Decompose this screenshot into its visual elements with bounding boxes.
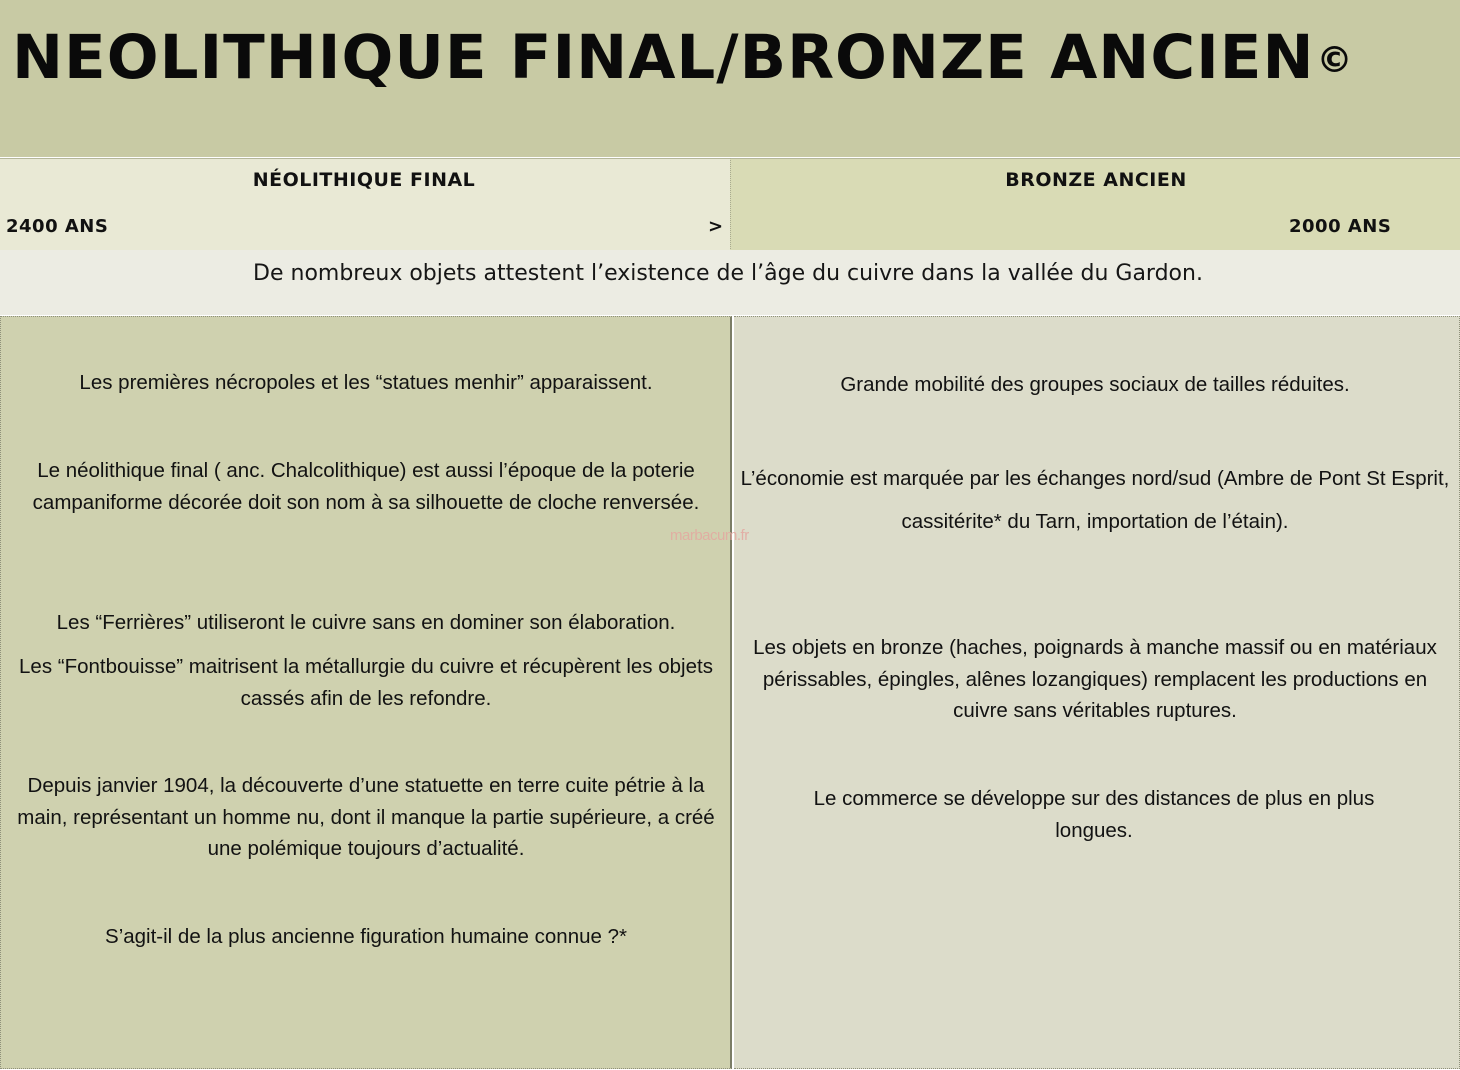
period-bronze-ancien — [730, 158, 1460, 251]
bronze-column — [734, 316, 1460, 1069]
end-date: 2000 ANS — [1289, 216, 1392, 237]
neolithic-paragraph: Les “Fontbouisse” maitrisent la métallurgie du cuivre et récupèrent les objets cassés afin de les refondre. — [19, 655, 713, 710]
bronze-paragraph: Le commerce se développe sur des distances de plus en plus longues. — [813, 787, 1375, 842]
title-text: NEOLITHIQUE FINAL/BRONZE ANCIEN — [12, 22, 1315, 93]
neolithic-column — [0, 316, 732, 1069]
period-neolithic-final — [0, 158, 730, 251]
intro-text: De nombreux objets attestent l’existence de l’âge du cuivre dans la vallée du Gardon. — [253, 261, 1203, 286]
copyright-symbol: © — [1316, 40, 1354, 81]
period-name-left: NÉOLITHIQUE FINAL — [252, 169, 476, 191]
intro-row — [0, 250, 1460, 315]
bronze-paragraph: Grande mobilité des groupes sociaux de tailles réduites. — [840, 373, 1350, 396]
neolithic-paragraph: Depuis janvier 1904, la découverte d’une statuette en terre cuite pétrie à la main, représentant un homme nu, dont il manque la partie supérieure, a créé une polémique toujours d’actualité. — [17, 774, 715, 860]
period-name-right: BRONZE ANCIEN — [1005, 169, 1187, 191]
page-header — [0, 0, 1460, 157]
bronze-paragraph: Les objets en bronze (haches, poignards à manche massif ou en matériaux périssables, épingles, alênes lozangiques) remplacent les productions en cuivre sans véritables ruptures. — [753, 636, 1437, 722]
bronze-paragraph: L’économie est marquée par les échanges nord/sud (Ambre de Pont St Esprit, cassitérite* du Tarn, importation de l’étain). — [740, 467, 1450, 533]
neolithic-paragraph: Le néolithique final ( anc. Chalcolithique) est aussi l’époque de la poterie campaniforme décorée doit son nom à sa silhouette de cloche renversée. — [32, 459, 700, 514]
page-title — [12, 18, 1354, 101]
watermark: marbacum.fr — [670, 527, 749, 544]
start-date: 2400 ANS — [6, 216, 109, 237]
neolithic-paragraph: S’agit-il de la plus ancienne figuration humaine connue ?* — [105, 925, 627, 948]
neolithic-paragraph: Les “Ferrières” utiliseront le cuivre sans en dominer son élaboration. — [56, 611, 676, 634]
neolithic-paragraph: Les premières nécropoles et les “statues menhir” apparaissent. — [79, 371, 653, 394]
timeline-arrow: > — [708, 216, 724, 237]
